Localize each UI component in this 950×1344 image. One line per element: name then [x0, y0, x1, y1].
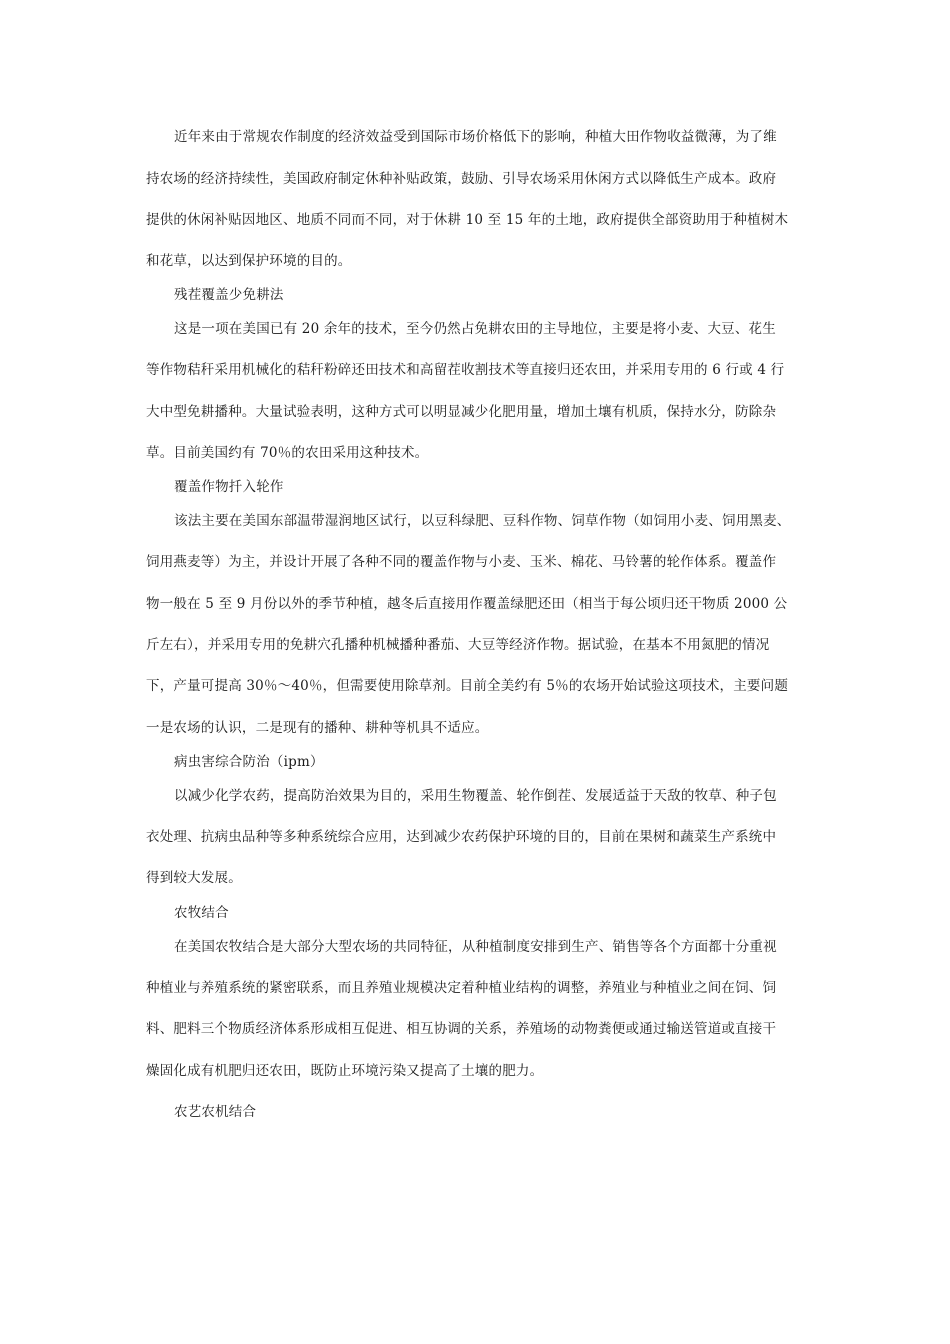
paragraph-line: 等作物秸秆采用机械化的秸秆粉碎还田技术和高留茬收割技术等直接归还农田，并采用专用的 6 行或 4 行 — [146, 362, 785, 378]
paragraph-line: 一是农场的认识，二是现有的播种、耕种等机具不适应。 — [146, 720, 489, 736]
paragraph-line: 料、肥料三个物质经济体系形成相互促进、相互协调的关系，养殖场的动物粪便或通过输送管道或直接干 — [146, 1021, 777, 1037]
paragraph-line: 得到较大发展。 — [146, 870, 242, 886]
paragraph-line: 下，产量可提高 30％～40％，但需要使用除草剂。目前全美约有 5％的农场开始试验这项技术，主要问题 — [146, 678, 789, 694]
paragraph-line: 这是一项在美国已有 20 余年的技术，至今仍然占免耕农田的主导地位，主要是将小麦、大豆、花生 — [174, 321, 776, 337]
paragraph-line: 该法主要在美国东部温带湿润地区试行，以豆科绿肥、豆科作物、饲草作物（如饲用小麦、饲用黑麦、 — [174, 513, 791, 529]
section-heading: 残茬覆盖少免耕法 — [174, 287, 284, 303]
paragraph-line: 在美国农牧结合是大部分大型农场的共同特征，从种植制度安排到生产、销售等各个方面都十分重视 — [174, 939, 777, 955]
paragraph-line: 斤左右），并采用专用的免耕穴孔播种机械播种番茄、大豆等经济作物。据试验，在基本不用氮肥的情况 — [146, 637, 770, 653]
paragraph-line: 提供的休闲补贴因地区、地质不同而不同，对于休耕 10 至 15 年的土地，政府提供全部资助用于种植树木 — [146, 212, 789, 228]
paragraph-line: 近年来由于常规农作制度的经济效益受到国际市场价格低下的影响，种植大田作物收益微薄，为了维 — [174, 129, 777, 145]
paragraph-line: 饲用燕麦等）为主，并设计开展了各种不同的覆盖作物与小麦、玉米、棉花、马铃薯的轮作体系。覆盖作 — [146, 554, 777, 570]
paragraph-line: 持农场的经济持续性，美国政府制定休种补贴政策，鼓励、引导农场采用休闲方式以降低生产成本。政府 — [146, 171, 777, 187]
paragraph-line: 燥固化成有机肥归还农田，既防止环境污染又提高了土壤的肥力。 — [146, 1063, 544, 1079]
section-heading: 农艺农机结合 — [174, 1104, 257, 1120]
paragraph-line: 草。目前美国约有 70％的农田采用这种技术。 — [146, 445, 429, 461]
paragraph-line: 以减少化学农药，提高防治效果为目的，采用生物覆盖、轮作倒茬、发展适益于天敌的牧草、种子包 — [174, 788, 777, 804]
section-heading: 农牧结合 — [174, 905, 229, 921]
paragraph-line: 和花草，以达到保护环境的目的。 — [146, 253, 352, 269]
paragraph-line: 大中型免耕播种。大量试验表明，这种方式可以明显减少化肥用量，增加土壤有机质，保持水分，防除杂 — [146, 404, 777, 420]
paragraph-line: 衣处理、抗病虫品种等多种系统综合应用，达到减少农药保护环境的目的，目前在果树和蔬菜生产系统中 — [146, 829, 777, 845]
paragraph-line: 种植业与养殖系统的紧密联系，而且养殖业规模决定着种植业结构的调整，养殖业与种植业之间在饲、饲 — [146, 980, 777, 996]
section-heading: 病虫害综合防治（ipm） — [174, 754, 324, 770]
section-heading: 覆盖作物扦入轮作 — [174, 479, 284, 495]
paragraph-line: 物一般在 5 至 9 月份以外的季节种植，越冬后直接用作覆盖绿肥还田（相当于每公顷归还干物质 2000 公 — [146, 596, 788, 612]
